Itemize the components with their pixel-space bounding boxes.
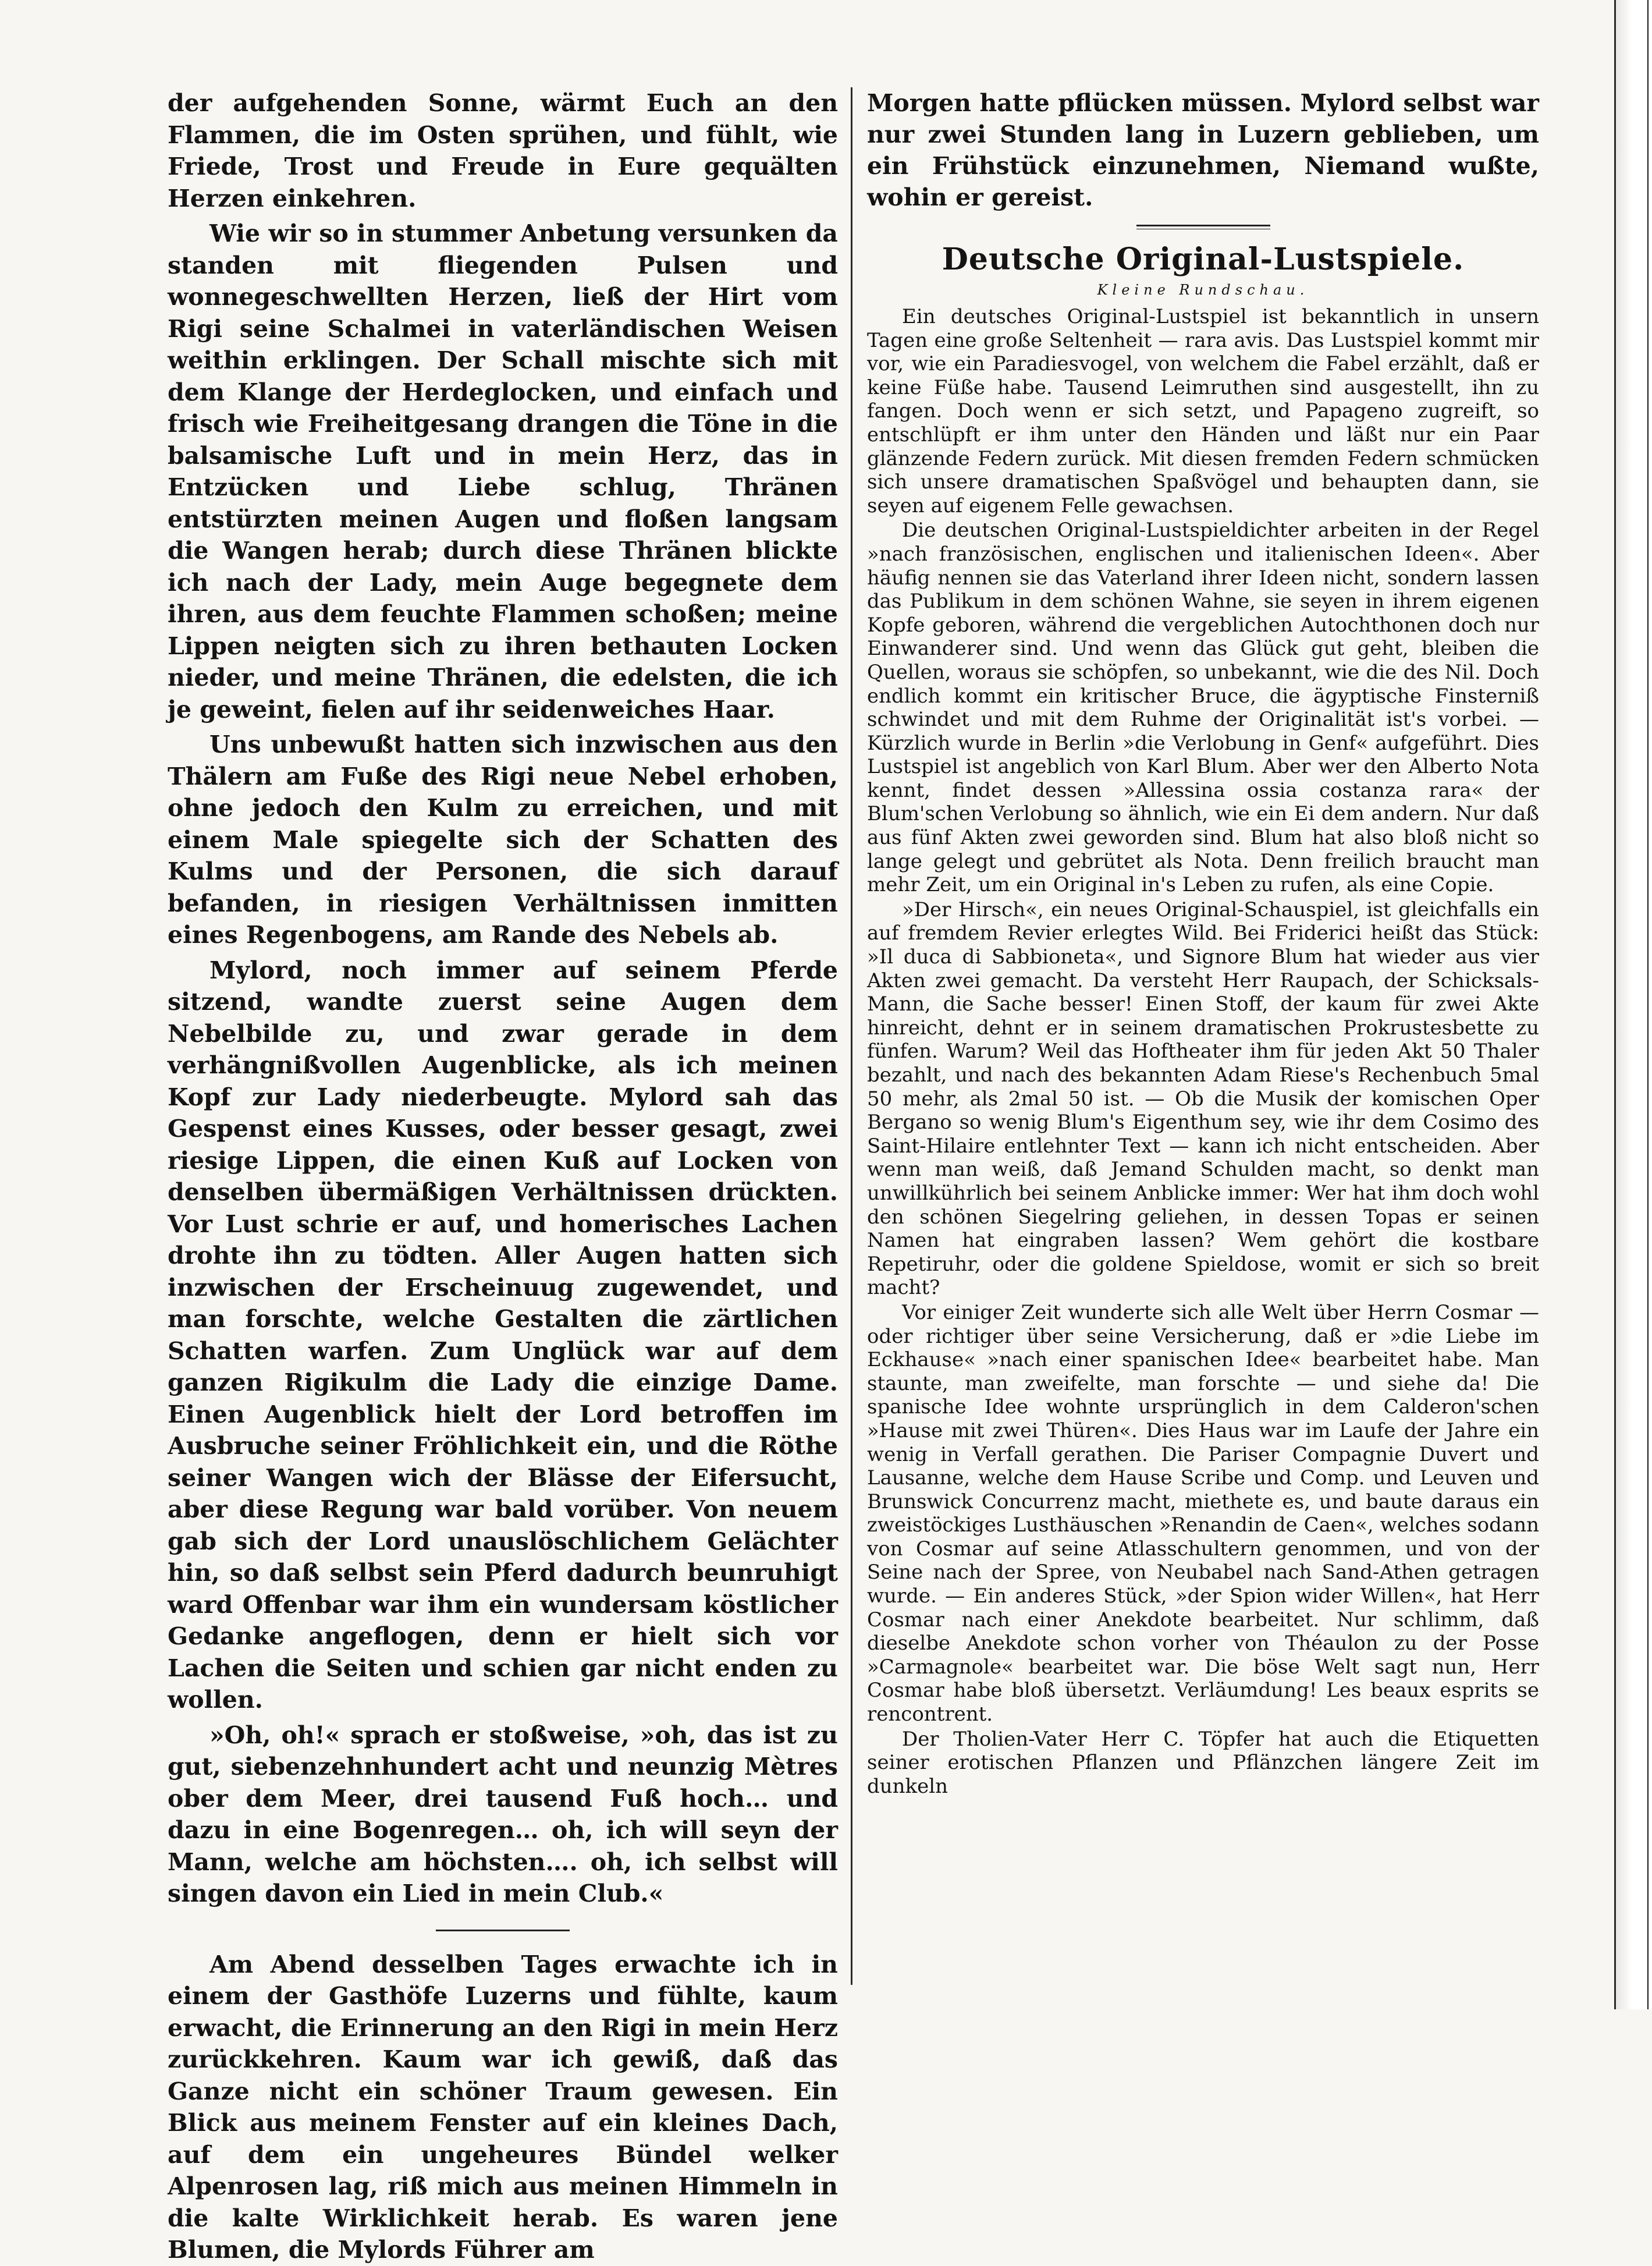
paragraph: »Oh, oh!« sprach er stoßweise, »oh, das ist zu gut, siebenzehnhundert acht und neunzig Mètres ober dem Meer, drei tausend Fuß hoch… und dazu in eine Bogenregen… oh, ich will seyn der Mann, welche am höchsten…. oh, ich selbst will singen davon ein Lied in mein Club.« (168, 1721, 838, 1907)
paragraph: Wie wir so in stummer Anbetung versunken da standen mit fliegenden Pulsen und wonnegeschwellten Herzen, ließ der Hirt vom Rigi seine Schalmei in vaterländischen Weisen weithin erklingen. Der Schall mischte sich mit dem Klange der Herdeglocken, und einfach und frisch wie Freiheitgesang drangen die Töne in die balsamische Luft und in mein Herz, das in Entzücken und Liebe schlug, Thränen entstürzten meinen Augen und floßen langsam die Wangen herab; durch diese Thränen blickte ich nach der Lady, mein Auge begegnete dem ihren, aus dem feuchte Flammen schoßen; meine Lippen neigten sich zu ihren bethauten Locken nieder, und meine Thränen, die edelsten, die ich je geweint, fielen auf ihr seidenweiches Haar. (168, 219, 838, 724)
paragraph: Ein deutsches Original-Lustspiel ist bekanntlich in unsern Tagen eine große Seltenheit — rara avis. Das Lustspiel kommt mir vor, wie ein Paradiesvogel, von welchem die Fabel erzählt, daß er keine Füße habe. Tausend Leimruthen sind ausgestellt, ihn zu fangen. Doch wenn er sich setzt, und Papageno zugreift, so entschlüpft er ihm unter den Händen und läßt nur ein Paar glänzende Federn zurück. Mit diesen fremden Federn schmücken sich unsere dramatischen Spaßvögel und behaupten dann, sie seyen auf eigenem Felle gewachsen. (867, 305, 1539, 517)
continuation-paragraph: Morgen hatte pflücken müssen. Mylord selbst war nur zwei Stunden lang in Luzern geblieben, um ein Frühstück einzunehmen, Niemand wußte, wohin er gereist. (867, 89, 1539, 211)
column-divider (851, 87, 852, 1985)
paragraph: der aufgehenden Sonne, wärmt Euch an den Flammen, die im Osten sprühen, und fühlt, wie Friede, Trost und Freude in Eure gequälten Herzen einkehren. (168, 89, 838, 212)
paragraph: Am Abend desselben Tages erwachte ich in einem der Gasthöfe Luzerns und fühlte, kaum erwacht, die Erinnerung an den Rigi in mein Herz zurückkehren. Kaum war ich gewiß, daß das Ganze nicht ein schöner Traum gewesen. Ein Blick aus meinem Fenster auf ein kleines Dach, auf dem ein ungeheures Bündel welker Alpenrosen lag, riß mich aus meinen Himmeln in die kalte Wirklichkeit herab. Es waren jene Blumen, die Mylords Führer am (168, 1950, 838, 2264)
section-separator (1136, 225, 1270, 229)
paragraph: Vor einiger Zeit wunderte sich alle Welt über Herrn Cosmar — oder richtiger über seine Versicherung, daß er »die Liebe im Eckhause« »nach einer spanischen Idee« bearbeitet habe. Man staunte, man zweifelte, man forschte — und siehe da! Die spanische Idee wohnte ursprünglich in dem Calderon'schen »Hause mit zwei Thüren«. Dies Haus war im Laufe der Jahre ein wenig in Verfall gerathen. Die Pariser Compagnie Duvert und Lausanne, welche dem Hause Scribe und Comp. und Leuven und Brunswick Concurrenz macht, miethete es, und baute daraus ein zweistöckiges Lusthäuschen »Renandin de Caen«, welches sodann von Cosmar auf seine Atlasschultern genommen, und von der Seine nach der Spree, von Neubabel nach Sand-Athen getragen wurde. — Ein anderes Stück, »der Spion wider Willen«, hat Herr Cosmar nach einer Anekdote bearbeitet. Nur schlimm, daß dieselbe Anekdote schon vorher von Théaulon zu der Posse »Carmagnole« bearbeitet war. Die böse Welt sagt nun, Herr Cosmar habe bloß übersetzt. Verläumdung! Les beaux esprits se rencontrent. (867, 1300, 1539, 1726)
paragraph: Der Tholien-Vater Herr C. Töpfer hat auch die Etiquetten seiner erotischen Pflanzen und Pflänzchen längere Zeit im dunkeln (867, 1727, 1539, 1798)
right-column (867, 87, 1539, 1992)
page-edge (1614, 0, 1652, 2009)
left-column (168, 87, 838, 2264)
paragraph: Die deutschen Original-Lustspieldichter arbeiten in der Regel »nach französischen, englischen und italienischen Ideen«. Aber häufig nennen sie das Vaterland ihrer Ideen nicht, sondern lassen das Publikum in dem schönen Wahne, sie seyen in ihrem eigenen Kopfe geboren, während die vergeblichen Autochthonen doch nur Einwanderer sind. Und wenn das Glück gut geht, bleiben die Quellen, woraus sie schöpfen, so unbekannt, wie die des Nil. Doch endlich kommt ein kritischer Bruce, die ägyptische Finsterniß schwindet und mit dem Ruhme der Originalität ist's vorbei. — Kürzlich wurde in Berlin »die Verlobung in Genf« aufgeführt. Dies Lustspiel ist angeblich von Karl Blum. Aber wer den Alberto Nota kennt, findet dessen »Allessina ossia costanza rara« der Blum'schen Verlobung so ähnlich, wie ein Ei dem andern. Nur daß aus fünf Akten zwei geworden sind. Blum hat also bloß nicht so lange gelegt und gebrütet als Nota. Denn freilich braucht man mehr Zeit, um ein Original in's Leben zu rufen, als eine Copie. (867, 519, 1539, 897)
paragraph: Mylord, noch immer auf seinem Pferde sitzend, wandte zuerst seine Augen dem Nebelbilde zu, und zwar gerade in dem verhängnißvollen Augenblicke, als ich meinen Kopf zur Lady niederbeugte. Mylord sah das Gespenst eines Kusses, oder besser gesagt, zwei riesige Lippen, die einen Kuß auf Locken von denselben übermäßigen Verhältnissen drückten. Vor Lust schrie er auf, und homerisches Lachen drohte ihn zu tödten. Aller Augen hatten sich inzwischen der Erscheinuug zugewendet, und man forschte, welche Gestalten die zärtlichen Schatten warfen. Zum Unglück war auf dem ganzen Rigikulm die Lady die einzige Dame. Einen Augenblick hielt der Lord betroffen im Ausbruche seiner Fröhlichkeit ein, und die Röthe seiner Wangen wich der Blässe der Eifersucht, aber diese Regung war bald vorüber. Von neuem gab sich der Lord unauslöschlichem Gelächter hin, so daß selbst sein Pferd dadurch beunruhigt ward Offenbar war ihm ein wundersam köstlicher Gedanke angeflogen, denn er hielt sich vor Lachen die Seiten und schien gar nicht enden zu wollen. (168, 956, 838, 1714)
paragraph: Uns unbewußt hatten sich inzwischen aus den Thälern am Fuße des Rigi neue Nebel erhoben, ohne jedoch den Kulm zu erreichen, und mit einem Male spiegelte sich der Schatten des Kulms und der Personen, die sich darauf befanden, in riesigen Verhältnissen inmitten eines Regenbogens, am Rande des Nebels ab. (168, 730, 838, 949)
article-subtitle: Kleine Rundschau. (1097, 282, 1309, 298)
paragraph: »Der Hirsch«, ein neues Original-Schauspiel, ist gleichfalls ein auf fremdem Revier erlegtes Wild. Bei Friderici heißt das Stück: »Il duca di Sabbioneta«, und Signore Blum hat wieder aus vier Akten zwei gemacht. Da versteht Herr Raupach, der Schicksals-Mann, die Sache besser! Einen Stoff, der kaum für zwei Akte hinreicht, dehnt er in seinem dramatischen Prokrustesbette zu fünfen. Warum? Weil das Hoftheater ihm für jeden Akt 50 Thaler bezahlt, und nach des bekannten Adam Riese's Rechenbuch 5mal 50 mehr, als 2mal 50 ist. — Ob die Musik der komischen Oper Bergano so wenig Blum's Eigenthum sey, wie ihr dem Cosimo des Saint-Hilaire entlehnter Text — kann ich nicht entscheiden. Aber wenn man weiß, daß Jemand Schulden macht, so denkt man unwillkührlich bei seinem Anblicke immer: Wer hat ihm doch wohl den schönen Siegelring geliehen, in dessen Topas er seinen Namen hat eingraben lassen? Wem gehört die kostbare Repetiruhr, oder die goldene Spieldose, womit er sich so breit macht? (867, 898, 1539, 1300)
section-separator (436, 1930, 570, 1931)
article-title: Deutsche Original-Lustspiele. (942, 242, 1465, 277)
